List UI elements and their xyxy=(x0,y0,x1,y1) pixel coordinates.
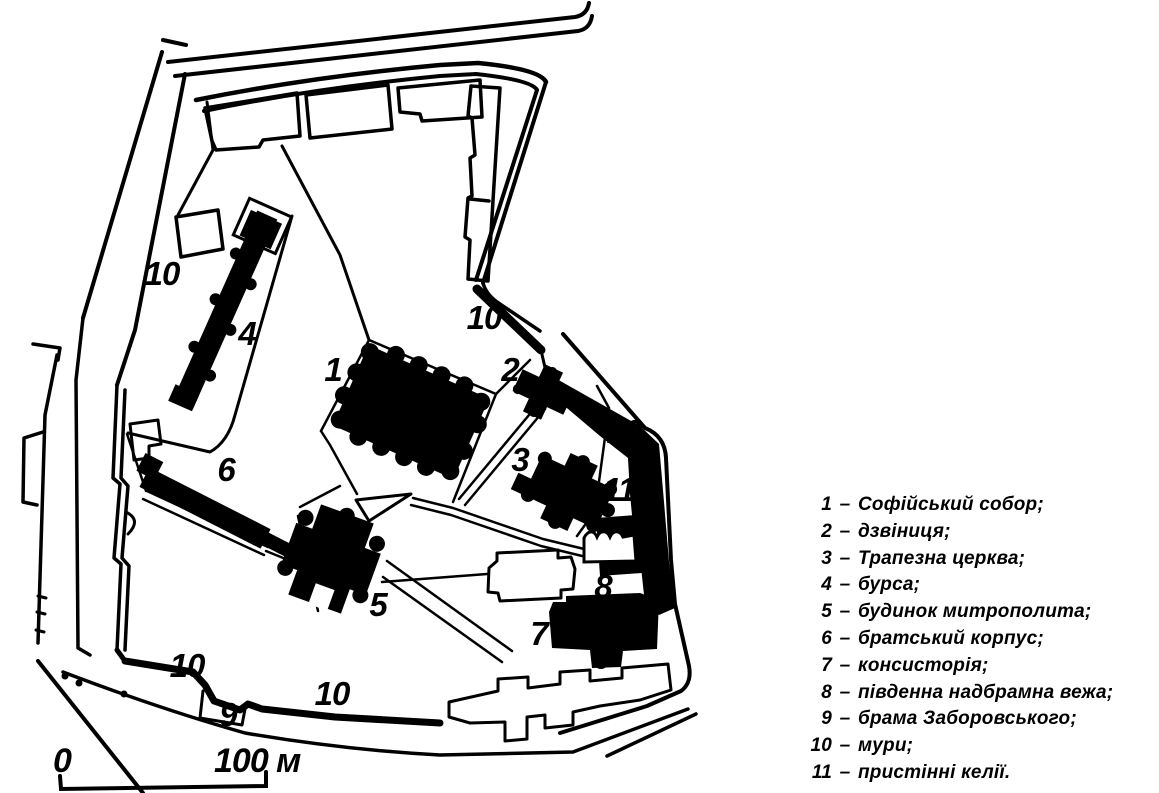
legend-item-separator: – xyxy=(839,574,851,596)
west-jagged-box xyxy=(23,432,43,505)
courtyard-north-boundary xyxy=(282,146,369,340)
legend-item-text: південна надбрамна вежа; xyxy=(858,681,1114,703)
legend-item-text: консисторія; xyxy=(858,654,989,676)
building-6-brotherhood xyxy=(131,453,299,560)
legend-item xyxy=(800,492,1156,519)
legend-item-text: братський корпус; xyxy=(858,627,1044,649)
crenellated-inset xyxy=(584,532,636,562)
map-label-10: 10 xyxy=(144,255,180,292)
street-west-strip xyxy=(76,318,90,655)
north-building-tall-divider xyxy=(470,199,489,201)
legend-item xyxy=(800,706,1156,733)
legend xyxy=(800,492,1156,787)
tab-building-outline xyxy=(488,550,575,601)
legend-item-number: 6 xyxy=(821,627,832,649)
legend-item-text: брама Заборовського; xyxy=(858,708,1077,730)
street-north-inner xyxy=(175,16,592,76)
west-tick-1 xyxy=(38,596,46,598)
map-label-10: 10 xyxy=(466,299,502,336)
path-to-metropolitan xyxy=(300,486,340,507)
map-label-3: 3 xyxy=(511,441,529,478)
legend-item-number: 8 xyxy=(821,681,832,703)
street-south-outer xyxy=(63,672,688,755)
road-to-south-gate-2 xyxy=(383,577,502,662)
legend-item xyxy=(800,572,1156,599)
map-label-8: 8 xyxy=(594,568,612,605)
legend-item-separator: – xyxy=(839,708,851,730)
legend-item-text: пристінні келії. xyxy=(858,761,1011,783)
legend-item xyxy=(800,519,1156,546)
map-label-1: 1 xyxy=(324,351,342,388)
legend-item-number: 1 xyxy=(821,494,832,515)
map-label-2: 2 xyxy=(501,351,519,388)
legend-item xyxy=(800,546,1156,573)
wall-north-inner xyxy=(204,74,537,111)
legend-item-text: Трапезна церква; xyxy=(858,547,1026,569)
legend-item-number: 10 xyxy=(810,735,832,757)
plaza-triangle xyxy=(356,494,411,521)
legend-item xyxy=(800,733,1156,760)
north-building-b xyxy=(306,85,392,138)
scale-bar-end: 100 м xyxy=(214,742,301,780)
west-tick-3 xyxy=(36,630,44,632)
map-label-7: 7 xyxy=(530,615,548,652)
map-label-10: 10 xyxy=(606,413,642,450)
legend-item-separator: – xyxy=(839,735,851,757)
building-1-cathedral xyxy=(319,330,502,490)
legend-item-number: 3 xyxy=(821,547,832,569)
legend-item-number: 11 xyxy=(811,761,832,783)
map-label-6: 6 xyxy=(217,451,235,488)
map-label-10: 10 xyxy=(169,647,205,684)
legend-item-separator: – xyxy=(839,681,851,703)
legend-item-number: 7 xyxy=(821,654,832,676)
map-label-10: 10 xyxy=(314,675,350,712)
legend-item xyxy=(800,599,1156,626)
legend-item-separator: – xyxy=(839,547,851,569)
street-dot-3 xyxy=(121,691,128,698)
legend-item-number: 5 xyxy=(821,601,832,623)
legend-item-text: мури; xyxy=(858,735,914,757)
legend-item-number: 2 xyxy=(821,520,832,542)
scale-bar xyxy=(53,742,301,789)
map-label-4: 4 xyxy=(238,315,256,352)
legend-item-text: бурса; xyxy=(858,574,921,596)
west-tick-2 xyxy=(37,612,45,614)
road-to-tab-building xyxy=(382,574,487,582)
legend-item-separator: – xyxy=(839,520,851,542)
legend-item-separator: – xyxy=(839,627,851,649)
legend-item xyxy=(800,760,1156,787)
street-dot-2 xyxy=(76,680,83,687)
road-to-south-gate-1 xyxy=(387,561,512,651)
legend-item-text: будинок митрополита; xyxy=(858,601,1092,623)
west-edge-line xyxy=(38,355,57,643)
legend-item-number: 9 xyxy=(821,708,832,730)
street-north-tick xyxy=(163,40,186,45)
street-west-inner xyxy=(117,74,185,385)
legend-item-separator: – xyxy=(839,601,851,623)
north-building-a xyxy=(205,93,300,150)
map-label-5: 5 xyxy=(369,586,387,623)
legend-item-separator: – xyxy=(839,494,851,515)
northwest-small-building xyxy=(176,210,223,257)
legend-item-separator: – xyxy=(839,654,851,676)
map-label-11: 11 xyxy=(602,471,636,508)
street-dot-1 xyxy=(62,673,69,680)
legend-item-text: Софійський собор; xyxy=(858,494,1044,515)
wall-west-inner xyxy=(121,390,129,650)
consistory-dot xyxy=(593,653,609,669)
legend-item xyxy=(800,653,1156,680)
building-4-bursa xyxy=(161,198,292,416)
legend-item-separator: – xyxy=(839,761,851,783)
wall-west-outer xyxy=(113,385,121,650)
scale-bar-start: 0 xyxy=(53,742,71,780)
legend-item xyxy=(800,680,1156,707)
wall-northeast-inner xyxy=(476,90,537,280)
legend-item-text: дзвіниця; xyxy=(858,520,951,542)
legend-item xyxy=(800,626,1156,653)
map-label-9: 9 xyxy=(219,696,237,733)
legend-item-number: 4 xyxy=(821,574,832,596)
brotherhood-body xyxy=(139,467,270,548)
